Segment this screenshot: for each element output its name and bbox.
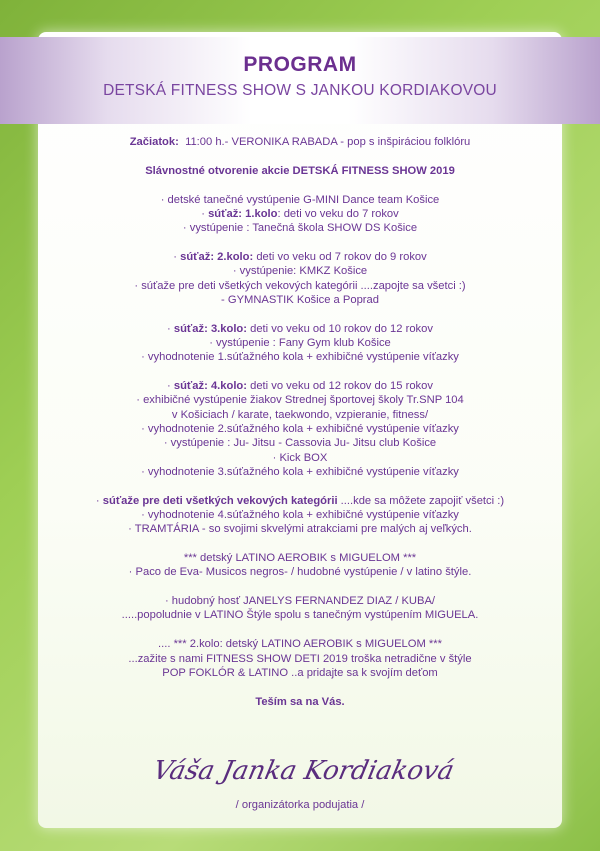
- block4-line6: · Kick BOX: [272, 451, 328, 464]
- round3-label: súťaž: 3.kolo:: [173, 322, 247, 335]
- round1-label: súťaž: 1.kolo: [208, 207, 278, 220]
- signature-image: [150, 745, 457, 795]
- block4-line3: v Košiciach / karate, taekwondo, vzpieranie, fitness/: [171, 408, 429, 421]
- program-content: [38, 135, 562, 709]
- round4-text: deti vo veku od 12 rokov do 15 rokov: [247, 380, 433, 393]
- block2-line2: · vystúpenie: KMKZ Košice: [232, 265, 368, 278]
- signature-text: Váša Janka Kordiaková: [150, 756, 457, 786]
- block4-line5: · vystúpenie : Ju- Jitsu - Cassovia Ju- Jitsu club Košice: [163, 437, 437, 450]
- block4-line4: · vyhodnotenie 2.súťažného kola + exhibičné vystúpenie víťazky: [141, 422, 459, 435]
- block7-line2: .....popoludnie v LATINO Štýle spolu s tanečným vystúpením MIGUELA.: [121, 609, 479, 622]
- organizer-caption: / organizátorka podujatia /: [235, 799, 365, 811]
- block2-line1: · súťaž: 2.kolo: deti vo veku od 7 rokov do 9 rokov: [173, 250, 427, 263]
- block8-line2: ...zažite s nami FITNESS SHOW DETI 2019 troška netradične v štýle: [128, 652, 472, 665]
- block8-line1: .... *** 2.kolo: detský LATINO AEROBIK s MIGUELOM ***: [158, 638, 442, 651]
- closing-text: Teším sa na Vás.: [255, 695, 345, 708]
- start-text: 11:00 h.- VERONIKA RABADA - pop s inšpiráciou folklóru: [185, 136, 471, 148]
- all-ages-label: súťaže pre deti všetkých vekových kategórii: [102, 494, 338, 507]
- opening-line: [38, 164, 562, 178]
- block1-line2: · súťaž: 1.kolo: deti vo veku do 7 rokov: [201, 207, 399, 220]
- block4-line1: · súťaž: 4.kolo: deti vo veku od 12 rokov do 15 rokov: [167, 380, 433, 393]
- block8-line3: POP FOKLÓR & LATINO ..a pridajte sa k svojím deťom: [162, 666, 438, 679]
- block4-line2: · exhibičné vystúpenie žiakov Strednej športovej školy Tr.SNP 104: [136, 394, 464, 407]
- block5-line3: · TRAMTÁRIA - so svojimi skvelými atrakciami pre malých aj veľkých.: [128, 523, 472, 536]
- block2-line4: - GYMNASTIK Košice a Poprad: [221, 293, 379, 306]
- closing-line: [38, 695, 562, 709]
- block3-line3: · vyhodnotenie 1.súťažného kola + exhibičné vystúpenie víťazky: [141, 351, 459, 364]
- block1-line1: · detské tanečné vystúpenie G-MINI Dance team Košice: [160, 193, 440, 206]
- header-banner: [0, 37, 600, 124]
- all-ages-text: ....kde sa môžete zapojiť všetci :): [337, 494, 505, 507]
- block1-line3: · vystúpenie : Tanečná škola SHOW DS Košice: [182, 222, 418, 235]
- block6-line1: *** detský LATINO AEROBIK s MIGUELOM ***: [183, 552, 417, 565]
- round2-text: deti vo veku od 7 rokov do 9 rokov: [253, 250, 427, 263]
- block5-line1: · súťaže pre deti všetkých vekových kategórii ....kde sa môžete zapojiť všetci :): [95, 494, 505, 507]
- page-subtitle: DETSKÁ FITNESS SHOW S JANKOU KORDIAKOVOU: [103, 82, 497, 99]
- round1-text: : deti vo veku do 7 rokov: [277, 207, 399, 220]
- round3-text: deti vo veku od 10 rokov do 12 rokov: [247, 322, 433, 335]
- page-title: PROGRAM: [243, 53, 357, 76]
- round2-label: súťaž: 2.kolo:: [180, 250, 254, 263]
- block7-line1: · hudobný hosť JANELYS FERNANDEZ DIAZ / KUBA/: [164, 595, 436, 608]
- block4-line7: · vyhodnotenie 3.súťažného kola + exhibičné vystúpenie víťazky: [141, 465, 459, 478]
- block3-line2: · vystúpenie : Fany Gym klub Košice: [209, 336, 391, 349]
- signature: [150, 745, 457, 795]
- block5-line2: · vyhodnotenie 4.súťažného kola + exhibičné vystúpenie víťazky: [141, 508, 459, 521]
- start-line: [38, 135, 562, 149]
- opening-text: Slávnostné otvorenie akcie DETSKÁ FITNESS SHOW 2019: [145, 164, 455, 177]
- block2-line3: · súťaže pre deti všetkých vekových kategórii ....zapojte sa všetci :): [134, 279, 466, 292]
- block6-line2: · Paco de Eva- Musicos negros- / hudobné vystúpenie / v latino štýle.: [128, 566, 472, 579]
- start-label: Začiatok:: [129, 136, 179, 148]
- round4-label: súťaž: 4.kolo:: [173, 380, 247, 393]
- block3-line1: · súťaž: 3.kolo: deti vo veku od 10 rokov do 12 rokov: [167, 322, 433, 335]
